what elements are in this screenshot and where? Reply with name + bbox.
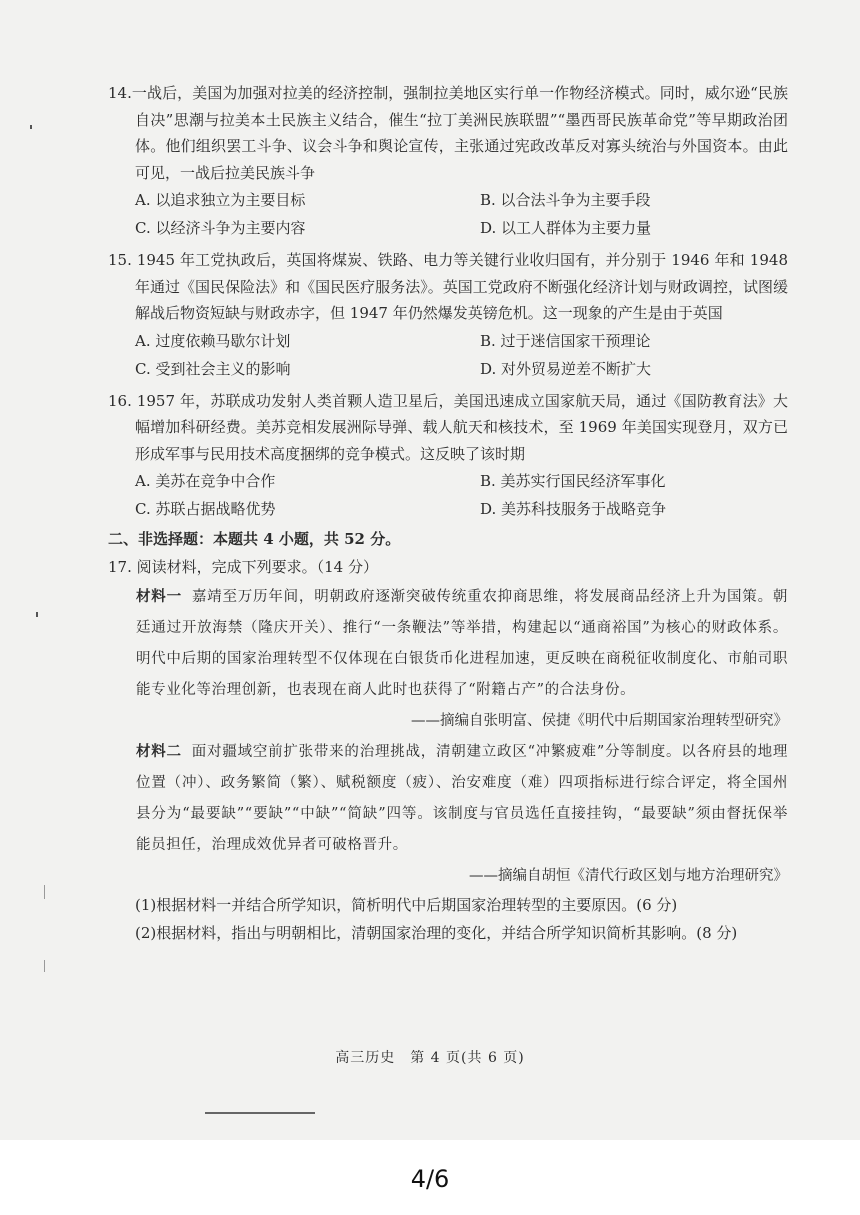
scan-smudge <box>205 1112 315 1114</box>
question-14-stem: 14.一战后，美国为加强对拉美的经济控制，强制拉美地区实行单一作物经济模式。同时，威尔逊“民族自决”思潮与拉美本土民族主义结合，催生“拉丁美洲民族联盟”“墨西哥民族革命党”等早期政治团体。他们组织罢工斗争、议会斗争和舆论宣传，主张通过宪政改革反对寡头统治与外国资本。由此可见，一战后拉美民族斗争 <box>108 84 788 182</box>
question-15-stem: 15. 1945 年工党执政后，英国将煤炭、铁路、电力等关键行业收归国有，并分别于 1946 年和 1948 年通过《国民保险法》和《国民医疗服务法》。英国工党政府不断强化经济计划与财政调控，试图缓解战后物资短缺与财政赤字，但 1947 年仍然爆发英镑危机。这一现象的产生是由于英国 <box>108 251 788 322</box>
scan-speck <box>30 125 32 129</box>
material-2-source: ——摘编自胡恒《清代行政区划与地方治理研究》 <box>469 868 788 884</box>
material-1-source: ——摘编自张明富、侯捷《明代中后期国家治理转型研究》 <box>411 713 788 729</box>
option-a: A. 美苏在竞争中合作 <box>135 472 276 490</box>
option-d: D. 美苏科技服务于战略竞争 <box>480 500 667 518</box>
option-a: A. 过度依赖马歇尔计划 <box>135 331 291 350</box>
sub-question-2: (2)根据材料，指出与明朝相比，清朝国家治理的变化，并结合所学知识简析其影响。(8 分) <box>135 924 738 942</box>
option-d: D. 对外贸易逆差不断扩大 <box>480 359 652 378</box>
sub-question-1: (1)根据材料一并结合所学知识，简析明代中后期国家治理转型的主要原因。(6 分) <box>135 896 678 914</box>
question-16-stem: 16. 1957 年，苏联成功发射人类首颗人造卫星后，美国迅速成立国家航天局，通过《国防教育法》大幅增加科研经费。美苏竞相发展洲际导弹、载人航天和核技术，至 1969 年美国实现登月，双方已形成军事与民用技术高度捆绑的竞争模式。这反映了该时期 <box>108 391 788 463</box>
section-2-title: 二、非选择题：本题共 4 小题，共 52 分。 <box>108 530 401 548</box>
option-c: C. 苏联占据战略优势 <box>135 500 276 518</box>
option-c: C. 以经济斗争为主要内容 <box>135 219 306 237</box>
option-b: B. 过于迷信国家干预理论 <box>480 331 651 350</box>
material-1 <box>108 581 788 706</box>
option-c: C. 受到社会主义的影响 <box>135 359 291 378</box>
material-2-text: 面对疆域空前扩张带来的治理挑战，清朝建立政区“冲繁疲难”分等制度。以各府县的地理位置（冲）、政务繁简（繁）、赋税额度（疲）、治安难度（难）四项指标进行综合评定，将全国州县分为“最要缺”“要缺”“中缺”“简缺”四等。该制度与官员选任直接挂钩，“最要缺”须由督抚保举能员担任，治理成效优异者可破格晋升。 <box>136 744 788 853</box>
option-a: A. 以追求独立为主要目标 <box>135 191 306 209</box>
material-2 <box>108 736 788 861</box>
material-1-label: 材料一 <box>136 588 182 605</box>
material-1-text: 嘉靖至万历年间，明朝政府逐渐突破传统重农抑商思维，将发展商品经济上升为国策。朝廷通过开放海禁（隆庆开关）、推行“一条鞭法”等举措，构建起以“通商裕国”为核心的财政体系。明代中后期的国家治理转型不仅体现在白银货币化进程加速，更反映在商税征收制度化、市舶司职能专业化等治理创新，也表现在商人此时也获得了“附籍占产”的合法身份。 <box>136 589 788 698</box>
question-17-head: 17. 阅读材料，完成下列要求。（14 分） <box>108 558 378 576</box>
scan-speck <box>36 612 38 617</box>
question-content <box>108 75 788 947</box>
question-16-options <box>108 467 788 523</box>
scan-speck <box>44 960 45 972</box>
option-d: D. 以工人群体为主要力量 <box>480 219 652 237</box>
page-indicator: 4/6 <box>410 1165 450 1193</box>
material-2-label: 材料二 <box>136 743 182 760</box>
question-15-options <box>108 327 788 383</box>
option-b: B. 以合法斗争为主要手段 <box>480 191 651 209</box>
option-b: B. 美苏实行国民经济军事化 <box>480 472 666 490</box>
scan-speck <box>44 885 45 899</box>
page-footer: 高三历史 第 4 页(共 6 页) <box>335 1050 525 1066</box>
question-14-options <box>108 186 788 242</box>
